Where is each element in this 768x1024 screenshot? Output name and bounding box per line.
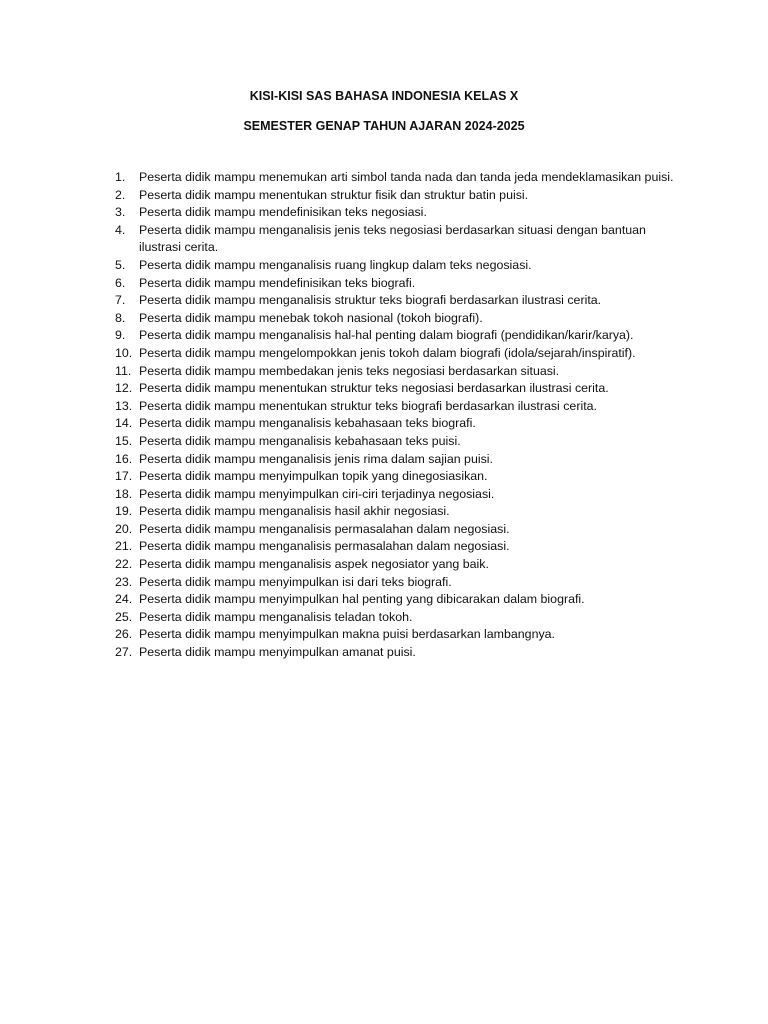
list-item: [109, 222, 679, 257]
item-number: 26.: [115, 627, 133, 642]
list-item: [109, 468, 679, 486]
item-text: Peserta didik mampu membedakan jenis teks negosiasi berdasarkan situasi.: [139, 363, 560, 378]
list-item: [109, 626, 679, 644]
item-text: Peserta didik mampu menganalisis kebahasaan teks puisi.: [139, 433, 461, 448]
item-number: 7.: [115, 293, 126, 308]
item-text: Peserta didik mampu menganalisis hal-hal penting dalam biografi (pendidikan/karir/karya).: [139, 328, 634, 343]
item-text: Peserta didik mampu menyimpulkan topik yang dinegosiasikan.: [139, 469, 488, 484]
item-text: Peserta didik mampu menganalisis jenis teks negosiasi berdasarkan situasi dengan bantuan ilustrasi cerita.: [139, 222, 646, 255]
list-item: [109, 169, 679, 187]
list-item: [109, 257, 679, 275]
item-number: 16.: [115, 451, 133, 466]
item-number: 18.: [115, 486, 133, 501]
item-number: 11.: [115, 363, 132, 378]
item-text: Peserta didik mampu menganalisis permasalahan dalam negosiasi.: [139, 521, 510, 536]
item-text: Peserta didik mampu mendefinisikan teks biografi.: [139, 275, 416, 290]
list-item: [109, 538, 679, 556]
item-number: 22.: [115, 557, 133, 572]
document-title: [0, 88, 768, 134]
title-line-2: SEMESTER GENAP TAHUN AJARAN 2024-2025: [243, 119, 525, 133]
item-number: 17.: [115, 469, 133, 484]
item-number: 3.: [115, 205, 126, 220]
item-number: 14.: [115, 416, 133, 431]
list-item: [109, 521, 679, 539]
item-text: Peserta didik mampu menyimpulkan isi dari teks biografi.: [139, 574, 452, 589]
list-item: [109, 204, 679, 222]
item-number: 19.: [115, 504, 133, 519]
list-item: [109, 644, 679, 662]
item-number: 8.: [115, 310, 126, 325]
list-item: [109, 486, 679, 504]
title-line-1: KISI-KISI SAS BAHASA INDONESIA KELAS X: [249, 89, 519, 103]
item-text: Peserta didik mampu menyimpulkan makna puisi berdasarkan lambangnya.: [139, 627, 555, 642]
objectives-list: [109, 169, 679, 662]
item-text: Peserta didik mampu menebak tokoh nasional (tokoh biografi).: [139, 310, 483, 325]
list-item: [109, 327, 679, 345]
list-item: [109, 380, 679, 398]
list-item: [109, 275, 679, 293]
list-item: [109, 398, 679, 416]
item-number: 21.: [115, 539, 133, 554]
list-item: [109, 451, 679, 469]
list-item: [109, 345, 679, 363]
item-number: 15.: [115, 433, 133, 448]
item-text: Peserta didik mampu menemukan arti simbol tanda nada dan tanda jeda mendeklamasikan puisi.: [139, 170, 674, 184]
list-item: [109, 591, 679, 609]
list-item: [109, 310, 679, 328]
item-text: Peserta didik mampu menentukan struktur teks negosiasi berdasarkan ilustrasi cerita.: [139, 381, 609, 396]
item-text: Peserta didik mampu menyimpulkan ciri-ciri terjadinya negosiasi.: [139, 486, 495, 501]
item-text: Peserta didik mampu mendefinisikan teks negosiasi.: [139, 205, 427, 220]
item-text: Peserta didik mampu mengelompokkan jenis tokoh dalam biografi (idola/sejarah/inspiratif).: [139, 345, 636, 360]
item-text: Peserta didik mampu menganalisis hasil akhir negosiasi.: [139, 504, 450, 519]
item-number: 10.: [115, 345, 133, 360]
list-item: [109, 292, 679, 310]
item-number: 23.: [115, 574, 133, 589]
item-text: Peserta didik mampu menganalisis ruang lingkup dalam teks negosiasi.: [139, 257, 532, 272]
item-text: Peserta didik mampu menganalisis jenis rima dalam sajian puisi.: [139, 451, 493, 466]
list-item: [109, 363, 679, 381]
item-text: Peserta didik mampu menganalisis teladan tokoh.: [139, 609, 413, 624]
list-item: [109, 433, 679, 451]
item-number: 1.: [115, 170, 126, 184]
item-number: 27.: [115, 645, 133, 660]
item-text: Peserta didik mampu menganalisis permasalahan dalam negosiasi.: [139, 539, 510, 554]
item-number: 13.: [115, 398, 133, 413]
item-number: 9.: [115, 328, 126, 343]
list-item: [109, 187, 679, 205]
item-number: 12.: [115, 381, 133, 396]
list-item: [109, 415, 679, 433]
list-item: [109, 609, 679, 627]
item-text: Peserta didik mampu menyimpulkan hal penting yang dibicarakan dalam biografi.: [139, 592, 585, 607]
item-number: 25.: [115, 609, 133, 624]
item-text: Peserta didik mampu menentukan struktur fisik dan struktur batin puisi.: [139, 187, 529, 202]
item-text: Peserta didik mampu menganalisis aspek negosiator yang baik.: [139, 557, 489, 572]
list-item: [109, 556, 679, 574]
item-number: 20.: [115, 521, 133, 536]
item-text: Peserta didik mampu menganalisis kebahasaan teks biografi.: [139, 416, 476, 431]
item-number: 6.: [115, 275, 126, 290]
item-number: 2.: [115, 187, 126, 202]
item-number: 24.: [115, 592, 133, 607]
item-text: Peserta didik mampu menyimpulkan amanat puisi.: [139, 645, 416, 660]
item-number: 4.: [115, 222, 126, 237]
item-number: 5.: [115, 257, 126, 272]
item-text: Peserta didik mampu menentukan struktur teks biografi berdasarkan ilustrasi cerita.: [139, 398, 597, 413]
list-item: [109, 503, 679, 521]
item-text: Peserta didik mampu menganalisis struktur teks biografi berdasarkan ilustrasi cerita.: [139, 293, 602, 308]
list-item: [109, 574, 679, 592]
